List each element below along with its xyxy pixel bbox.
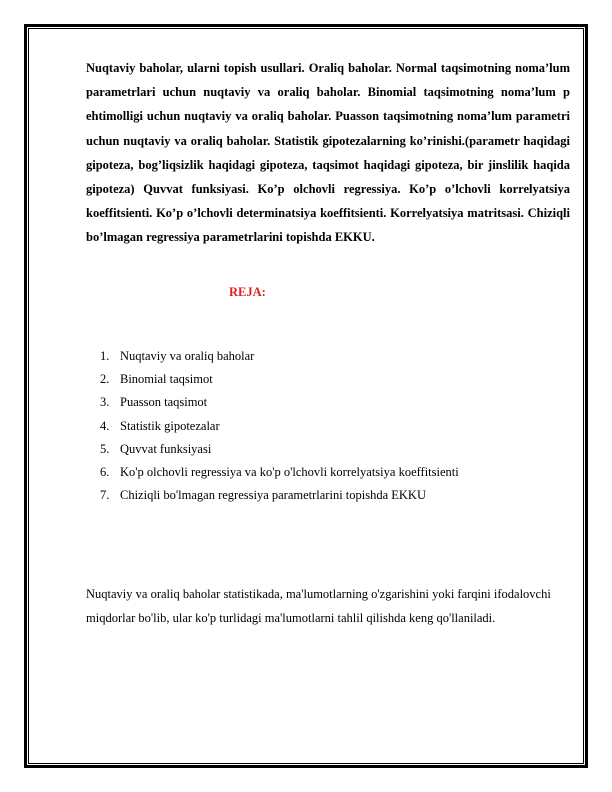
- list-item-number: 2.: [100, 372, 110, 387]
- list-item-number: 6.: [100, 465, 110, 480]
- list-item: [100, 368, 459, 391]
- list-item-number: 7.: [100, 488, 110, 503]
- list-item-text: Quvvat funksiyasi: [120, 441, 212, 456]
- document-heading: Nuqtaviy baholar, ularni topish usullari. Oraliq baholar. Normal taqsimotning noma’lum parametrlari uchun nuqtaviy va oraliq baholar. Binomial taqsimotning noma’lum p ehtimolligi uchun nuqtaviy va oraliq baholar. Puasson taqsimotning noma’lum parametri uchun nuqtaviy va oraliq baholar. Statistik gipotezalarning ko’rinishi.(parametr haqidagi gipoteza, bog’liqsizlik haqidagi gipoteza, taqsimot haqidagi gipoteza, bir jinslilik haqida gipoteza) Quvvat funksiyasi. Ko’p olchovli regressiya. Ko’p o’lchovli korrelyatsiya koeffitsienti. Ko’p o’lchovli determinatsiya koeffitsienti. Korrelyatsiya matritsasi. Chiziqli bo’lmagan regressiya parametrlarini topishda EKKU.: [86, 61, 570, 245]
- list-item-number: 1.: [100, 349, 110, 363]
- list-item-text: Binomial taqsimot: [120, 372, 213, 387]
- list-item-text: Chiziqli bo'lmagan regressiya parametrlarini topishda EKKU: [120, 488, 426, 503]
- list-item-text: Puasson taqsimot: [120, 395, 208, 410]
- plan-list: [100, 345, 459, 507]
- list-item: [100, 391, 459, 414]
- plan-title: REJA:: [229, 285, 266, 299]
- list-item-text: Statistik gipotezalar: [120, 418, 220, 433]
- list-item-text: Ko'p olchovli regressiya va ko'p o'lchovli korrelyatsiya koeffitsienti: [120, 465, 459, 480]
- list-item-number: 4.: [100, 418, 110, 433]
- list-item-number: 5.: [100, 441, 110, 456]
- list-item-number: 3.: [100, 395, 110, 410]
- list-item-text: Nuqtaviy va oraliq baholar: [120, 349, 255, 363]
- list-item: [100, 484, 459, 507]
- list-item: [100, 438, 459, 461]
- list-item: [100, 461, 459, 484]
- list-item: [100, 345, 459, 368]
- body-paragraph: Nuqtaviy va oraliq baholar statistikada, ma'lumotlarning o'zgarishini yoki farqini ifodalovchi miqdorlar bo'lib, ular ko'p turlidagi ma'lumotlarni tahlil qilishda keng qo'llaniladi.: [86, 587, 551, 625]
- list-item: [100, 415, 459, 438]
